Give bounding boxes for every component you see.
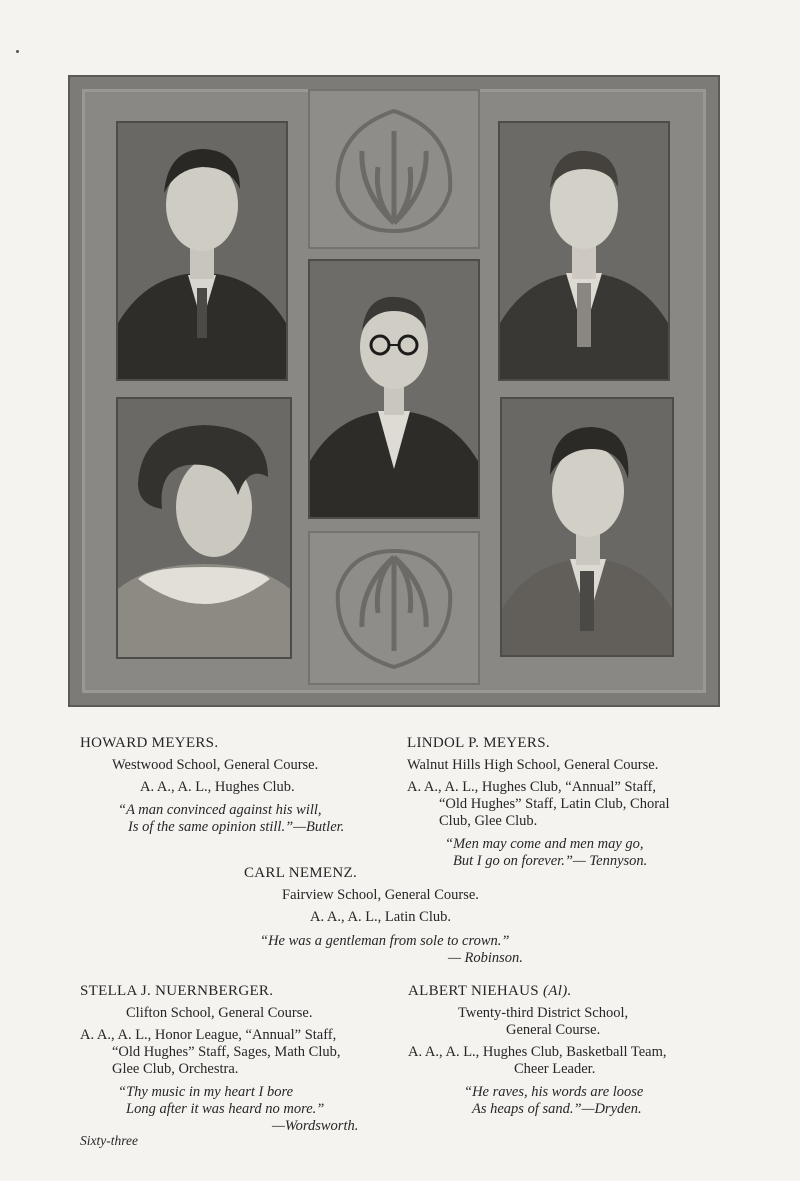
entry-howard-meyers: [80, 735, 400, 836]
student-name-line: [408, 983, 738, 1000]
ornament-bottom: [308, 531, 480, 685]
quote-line-2: Is of the same opinion still.”—Butler.: [128, 819, 345, 835]
student-name: STELLA J. NUERNBERGER.: [80, 983, 274, 999]
student-name: HOWARD MEYERS.: [80, 735, 219, 751]
student-school: Westwood School, General Course.: [112, 757, 319, 773]
quote-line-1: “A man convinced against his will,: [118, 802, 322, 818]
student-activities-line-1: A. A., A. L., Honor League, “Annual” Staff,: [80, 1027, 337, 1043]
student-school-line-1: Twenty-third District School,: [458, 1005, 629, 1021]
student-activities-line-2: “Old Hughes” Staff, Latin Club, Choral: [439, 796, 670, 812]
student-name: LINDOL P. MEYERS.: [407, 735, 550, 751]
portrait-stella-nuernberger: [116, 397, 292, 659]
student-activities-line-1: A. A., A. L., Hughes Club, Basketball Team,: [408, 1044, 667, 1060]
entry-lindol-meyers: [407, 735, 737, 870]
student-nickname: (Al).: [543, 983, 572, 999]
carl-quote-line-2: — Robinson.: [448, 950, 523, 966]
ornament-top: [308, 89, 480, 249]
student-activities: A. A., A. L., Hughes Club.: [140, 779, 295, 795]
student-activities: A. A., A. L., Latin Club.: [310, 909, 451, 925]
quote-line-2: Long after it was heard no more.”: [126, 1101, 325, 1117]
entry-albert-niehaus: [408, 983, 738, 1118]
quote-line-2: But I go on forever.”— Tennyson.: [453, 853, 648, 869]
portrait-plate: [68, 75, 720, 707]
student-activities-line-3: Glee Club, Orchestra.: [112, 1061, 239, 1077]
quote-line-1: “Thy music in my heart I bore: [118, 1084, 294, 1100]
quote-line-3: —Wordsworth.: [272, 1118, 359, 1134]
entry-carl-nemenz: [244, 865, 584, 926]
page-number: Sixty-three: [80, 1133, 138, 1148]
student-school-line-2: General Course.: [506, 1022, 601, 1038]
student-activities-line-1: A. A., A. L., Hughes Club, “Annual” Staff,: [407, 779, 657, 795]
student-activities-line-2: “Old Hughes” Staff, Sages, Math Club,: [112, 1044, 341, 1060]
student-name: CARL NEMENZ.: [244, 865, 358, 881]
quote-line-1: “He raves, his words are loose: [464, 1084, 644, 1100]
student-name: ALBERT NIEHAUS: [408, 983, 539, 999]
entry-stella-nuernberger: [80, 983, 410, 1135]
portrait-howard-meyers: [116, 121, 288, 381]
student-school: Clifton School, General Course.: [126, 1005, 313, 1021]
student-school: Fairview School, General Course.: [282, 887, 479, 903]
carl-quote-line-1: “He was a gentleman from sole to crown.”: [260, 933, 510, 949]
student-school: Walnut Hills High School, General Course.: [407, 757, 659, 773]
student-activities-line-2: Cheer Leader.: [514, 1061, 596, 1077]
speck: [16, 50, 19, 53]
portrait-lindol-meyers: [498, 121, 670, 381]
quote-line-2: As heaps of sand.”—Dryden.: [472, 1101, 642, 1117]
portrait-carl-nemenz: [308, 259, 480, 519]
student-activities-line-3: Club, Glee Club.: [439, 813, 538, 829]
quote-line-1: “Men may come and men may go,: [445, 836, 644, 852]
portrait-albert-niehaus: [500, 397, 674, 657]
